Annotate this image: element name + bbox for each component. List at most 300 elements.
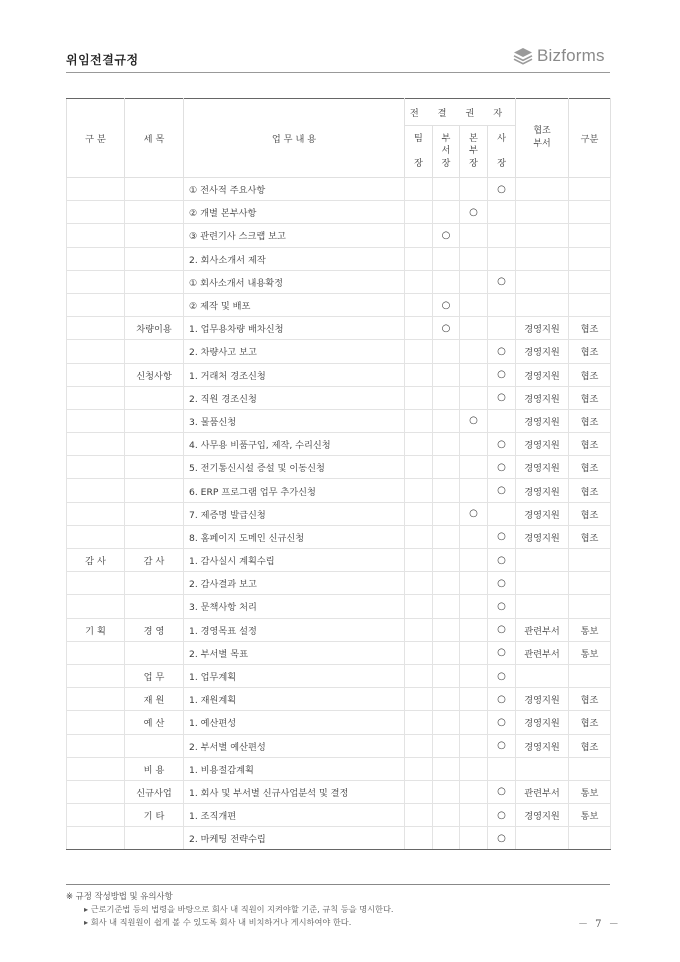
type-cell: 협조: [569, 688, 611, 711]
detail-cell: [125, 456, 184, 479]
detail-cell: 예 산: [125, 711, 184, 734]
cooperating-dept-cell: 경영지원: [516, 386, 569, 409]
approval-mark-cell: [460, 270, 488, 293]
type-cell: [569, 293, 611, 316]
task-description-cell: 2. 차량사고 보고: [184, 340, 405, 363]
approval-mark-cell: ○: [488, 595, 516, 618]
table-row: [67, 201, 611, 224]
category-cell: [67, 409, 125, 432]
approval-mark-cell: [460, 247, 488, 270]
category-cell: 기 획: [67, 618, 125, 641]
approval-mark-cell: [460, 688, 488, 711]
approval-mark-cell: [405, 247, 433, 270]
notes-title: ※ 규정 작성방법 및 유의사항: [66, 891, 173, 901]
type-cell: 통보: [569, 641, 611, 664]
approval-mark-cell: ○: [488, 340, 516, 363]
table-row: [67, 340, 611, 363]
detail-cell: 신규사업: [125, 780, 184, 803]
detail-cell: [125, 641, 184, 664]
approval-mark-cell: [433, 456, 460, 479]
cooperating-dept-cell: 경영지원: [516, 804, 569, 827]
detail-cell: [125, 734, 184, 757]
approval-mark-cell: ○: [488, 525, 516, 548]
task-description-cell: 1. 예산편성: [184, 711, 405, 734]
cooperating-dept-cell: [516, 572, 569, 595]
approval-mark-cell: [405, 317, 433, 340]
approval-mark-cell: [460, 456, 488, 479]
approval-mark-cell: [460, 757, 488, 780]
type-cell: 협조: [569, 734, 611, 757]
detail-cell: [125, 479, 184, 502]
approval-mark-cell: [405, 688, 433, 711]
table-row: [67, 479, 611, 502]
task-description-cell: ② 개별 본부사항: [184, 201, 405, 224]
type-cell: 협조: [569, 340, 611, 363]
type-cell: 협조: [569, 525, 611, 548]
table-row: [67, 734, 611, 757]
approval-mark-cell: ○: [488, 572, 516, 595]
approval-mark-cell: [460, 178, 488, 201]
approval-mark-cell: [460, 433, 488, 456]
approval-mark-cell: [488, 224, 516, 247]
approval-mark-cell: ○: [488, 178, 516, 201]
cooperating-dept-cell: [516, 293, 569, 316]
detail-cell: [125, 502, 184, 525]
header-approver-division-head: 본 부 장: [460, 126, 488, 178]
category-cell: [67, 804, 125, 827]
approval-mark-cell: ○: [488, 456, 516, 479]
approval-mark-cell: [405, 618, 433, 641]
approval-mark-cell: [405, 433, 433, 456]
table-row: [67, 363, 611, 386]
task-description-cell: ② 제작 및 배포: [184, 293, 405, 316]
cooperating-dept-cell: 경영지원: [516, 711, 569, 734]
approval-mark-cell: [433, 618, 460, 641]
approval-mark-cell: [405, 664, 433, 687]
approval-mark-cell: [433, 201, 460, 224]
approval-mark-cell: [405, 293, 433, 316]
task-description-cell: 1. 업무계획: [184, 664, 405, 687]
category-cell: [67, 270, 125, 293]
approval-mark-cell: [460, 641, 488, 664]
table-row: [67, 525, 611, 548]
approval-mark-cell: [405, 757, 433, 780]
category-cell: [67, 757, 125, 780]
approval-mark-cell: [460, 618, 488, 641]
approval-mark-cell: [460, 224, 488, 247]
table-row: [67, 433, 611, 456]
approval-mark-cell: [405, 827, 433, 850]
cooperating-dept-cell: [516, 595, 569, 618]
category-cell: [67, 456, 125, 479]
type-cell: 협조: [569, 363, 611, 386]
task-description-cell: 1. 비용절감계획: [184, 757, 405, 780]
detail-cell: [125, 525, 184, 548]
detail-cell: 차량이용: [125, 317, 184, 340]
approval-mark-cell: [460, 386, 488, 409]
approval-mark-cell: [488, 409, 516, 432]
table-row: [67, 386, 611, 409]
logo-text: Bizforms: [537, 46, 605, 65]
approval-mark-cell: [405, 409, 433, 432]
brand-logo: [513, 46, 605, 66]
detail-cell: [125, 270, 184, 293]
approval-mark-cell: [460, 780, 488, 803]
approval-mark-cell: ○: [488, 479, 516, 502]
detail-cell: [125, 433, 184, 456]
approval-mark-cell: [460, 572, 488, 595]
approval-mark-cell: ○: [460, 409, 488, 432]
table-row: [67, 247, 611, 270]
approval-mark-cell: [460, 340, 488, 363]
approval-mark-cell: ○: [460, 201, 488, 224]
detail-cell: [125, 572, 184, 595]
table-row: [67, 270, 611, 293]
category-cell: [67, 479, 125, 502]
approval-mark-cell: ○: [488, 433, 516, 456]
approval-mark-cell: ○: [433, 224, 460, 247]
approval-mark-cell: [433, 664, 460, 687]
header-approval-group: 전 결 권 자: [405, 99, 516, 126]
category-cell: [67, 711, 125, 734]
category-cell: [67, 340, 125, 363]
approval-mark-cell: ○: [488, 363, 516, 386]
approval-mark-cell: [460, 595, 488, 618]
type-cell: 협조: [569, 479, 611, 502]
category-cell: [67, 688, 125, 711]
detail-cell: [125, 386, 184, 409]
approval-mark-cell: [460, 664, 488, 687]
approval-mark-cell: [460, 827, 488, 850]
header-content: 업 무 내 용: [184, 99, 405, 178]
type-cell: [569, 572, 611, 595]
approval-mark-cell: [460, 711, 488, 734]
category-cell: [67, 363, 125, 386]
cooperating-dept-cell: 경영지원: [516, 363, 569, 386]
task-description-cell: 2. 감사결과 보고: [184, 572, 405, 595]
approval-mark-cell: ○: [488, 270, 516, 293]
detail-cell: 비 용: [125, 757, 184, 780]
category-cell: [67, 201, 125, 224]
approval-mark-cell: [405, 641, 433, 664]
category-cell: [67, 433, 125, 456]
header-approver-dept-head: 부 서 장: [433, 126, 460, 178]
approval-mark-cell: [433, 780, 460, 803]
category-cell: [67, 293, 125, 316]
approval-mark-cell: [488, 317, 516, 340]
detail-cell: 업 무: [125, 664, 184, 687]
header-type: 구분: [569, 99, 611, 178]
table-row: [67, 572, 611, 595]
title-divider: [66, 72, 610, 73]
cooperating-dept-cell: 경영지원: [516, 340, 569, 363]
detail-cell: 신청사항: [125, 363, 184, 386]
approval-mark-cell: ○: [488, 641, 516, 664]
detail-cell: 경 영: [125, 618, 184, 641]
approval-mark-cell: [433, 433, 460, 456]
cooperating-dept-cell: 경영지원: [516, 525, 569, 548]
cooperating-dept-cell: 경영지원: [516, 409, 569, 432]
type-cell: [569, 247, 611, 270]
detail-cell: [125, 224, 184, 247]
approval-mark-cell: [433, 247, 460, 270]
cooperating-dept-cell: 경영지원: [516, 433, 569, 456]
note-line: ▸ 회사 내 직원원이 쉽게 볼 수 있도록 회사 내 비치하거나 게시하여야 한다.: [84, 917, 352, 927]
cooperating-dept-cell: [516, 247, 569, 270]
detail-cell: [125, 293, 184, 316]
cooperating-dept-cell: 경영지원: [516, 502, 569, 525]
approval-mark-cell: [433, 827, 460, 850]
cooperating-dept-cell: [516, 664, 569, 687]
cooperating-dept-cell: 관련부서: [516, 641, 569, 664]
task-description-cell: 3. 물품신청: [184, 409, 405, 432]
approval-mark-cell: [433, 804, 460, 827]
detail-cell: [125, 201, 184, 224]
approval-mark-cell: [488, 293, 516, 316]
type-cell: 통보: [569, 618, 611, 641]
approval-mark-cell: [405, 595, 433, 618]
task-description-cell: 2. 회사소개서 제작: [184, 247, 405, 270]
approval-mark-cell: [405, 270, 433, 293]
detail-cell: [125, 178, 184, 201]
table-row: [67, 502, 611, 525]
cooperating-dept-cell: [516, 757, 569, 780]
task-description-cell: 2. 마케팅 전략수립: [184, 827, 405, 850]
approval-mark-cell: [433, 641, 460, 664]
table-row: [67, 618, 611, 641]
approval-mark-cell: [433, 688, 460, 711]
task-description-cell: 1. 조직개편: [184, 804, 405, 827]
approval-mark-cell: ○: [488, 688, 516, 711]
approval-mark-cell: [405, 549, 433, 572]
type-cell: 협조: [569, 386, 611, 409]
category-cell: 감 사: [67, 549, 125, 572]
document-title: 위임전결규정: [66, 53, 139, 67]
approval-mark-cell: [460, 549, 488, 572]
task-description-cell: 5. 전기통신시설 증설 및 이동신청: [184, 456, 405, 479]
table-row: [67, 178, 611, 201]
table-row: [67, 664, 611, 687]
approval-mark-cell: [405, 804, 433, 827]
task-description-cell: 1. 재원계획: [184, 688, 405, 711]
category-cell: [67, 827, 125, 850]
cooperating-dept-cell: 경영지원: [516, 317, 569, 340]
page-number: － 7 －: [578, 919, 621, 930]
approval-mark-cell: ○: [488, 386, 516, 409]
type-cell: 협조: [569, 502, 611, 525]
approval-mark-cell: [460, 525, 488, 548]
approval-mark-cell: [460, 734, 488, 757]
stacked-layers-icon: [513, 47, 533, 65]
cooperating-dept-cell: 관련부서: [516, 780, 569, 803]
approval-mark-cell: [433, 502, 460, 525]
approval-mark-cell: [433, 363, 460, 386]
type-cell: 협조: [569, 317, 611, 340]
category-cell: [67, 572, 125, 595]
detail-cell: [125, 827, 184, 850]
detail-cell: 감 사: [125, 549, 184, 572]
task-description-cell: ③ 관련기사 스크랩 보고: [184, 224, 405, 247]
type-cell: 협조: [569, 433, 611, 456]
approval-mark-cell: ○: [488, 734, 516, 757]
approval-mark-cell: [405, 734, 433, 757]
approval-mark-cell: [433, 409, 460, 432]
type-cell: [569, 224, 611, 247]
cooperating-dept-cell: [516, 549, 569, 572]
approval-mark-cell: [460, 804, 488, 827]
header-category: 구 분: [67, 99, 125, 178]
type-cell: [569, 201, 611, 224]
approval-mark-cell: [433, 386, 460, 409]
approval-mark-cell: ○: [433, 293, 460, 316]
approval-mark-cell: [405, 502, 433, 525]
type-cell: [569, 178, 611, 201]
category-cell: [67, 317, 125, 340]
type-cell: 협조: [569, 409, 611, 432]
type-cell: [569, 827, 611, 850]
category-cell: [67, 386, 125, 409]
task-description-cell: ① 전사적 주요사항: [184, 178, 405, 201]
table-row: [67, 317, 611, 340]
approval-mark-cell: [433, 757, 460, 780]
table-row: [67, 688, 611, 711]
cooperating-dept-cell: 경영지원: [516, 456, 569, 479]
approval-mark-cell: [460, 317, 488, 340]
category-cell: [67, 247, 125, 270]
table-row: [67, 711, 611, 734]
approval-mark-cell: [460, 479, 488, 502]
type-cell: [569, 757, 611, 780]
approval-mark-cell: [460, 363, 488, 386]
approval-mark-cell: [433, 595, 460, 618]
type-cell: [569, 549, 611, 572]
approval-mark-cell: [433, 525, 460, 548]
cooperating-dept-cell: [516, 201, 569, 224]
table-row: [67, 224, 611, 247]
table-row: [67, 827, 611, 850]
task-description-cell: ① 회사소개서 내용확정: [184, 270, 405, 293]
category-cell: [67, 664, 125, 687]
type-cell: 협조: [569, 711, 611, 734]
approval-mark-cell: ○: [488, 780, 516, 803]
approval-mark-cell: [433, 549, 460, 572]
approval-mark-cell: [405, 340, 433, 363]
task-description-cell: 1. 업무용차량 배차신청: [184, 317, 405, 340]
task-description-cell: 8. 홈페이지 도메인 신규신청: [184, 525, 405, 548]
approval-mark-cell: [405, 224, 433, 247]
approval-mark-cell: [405, 386, 433, 409]
approval-mark-cell: ○: [488, 804, 516, 827]
approval-mark-cell: [405, 572, 433, 595]
approval-mark-cell: [433, 572, 460, 595]
category-cell: [67, 595, 125, 618]
approval-mark-cell: ○: [488, 618, 516, 641]
table-row: [67, 641, 611, 664]
table-row: [67, 595, 611, 618]
task-description-cell: 2. 부서별 예산편성: [184, 734, 405, 757]
task-description-cell: 3. 문책사항 처리: [184, 595, 405, 618]
detail-cell: 기 타: [125, 804, 184, 827]
task-description-cell: 1. 회사 및 부서별 신규사업분석 및 결정: [184, 780, 405, 803]
approval-mark-cell: [405, 525, 433, 548]
header-cooperating-dept: 협조 부서: [516, 99, 569, 178]
approval-mark-cell: ○: [433, 317, 460, 340]
type-cell: [569, 270, 611, 293]
approval-mark-cell: [405, 456, 433, 479]
type-cell: [569, 595, 611, 618]
type-cell: 통보: [569, 804, 611, 827]
cooperating-dept-cell: [516, 224, 569, 247]
footer-divider: [66, 884, 610, 885]
approval-mark-cell: ○: [488, 827, 516, 850]
approval-mark-cell: [433, 734, 460, 757]
table-row: [67, 456, 611, 479]
detail-cell: 재 원: [125, 688, 184, 711]
approval-mark-cell: [433, 178, 460, 201]
task-description-cell: 2. 직원 경조신청: [184, 386, 405, 409]
category-cell: [67, 502, 125, 525]
cooperating-dept-cell: [516, 178, 569, 201]
detail-cell: [125, 340, 184, 363]
approval-mark-cell: ○: [488, 549, 516, 572]
cooperating-dept-cell: [516, 270, 569, 293]
table-row: [67, 409, 611, 432]
approval-mark-cell: [460, 293, 488, 316]
approval-mark-cell: [433, 479, 460, 502]
type-cell: [569, 664, 611, 687]
approval-mark-cell: [405, 711, 433, 734]
category-cell: [67, 224, 125, 247]
approval-mark-cell: [405, 780, 433, 803]
cooperating-dept-cell: 경영지원: [516, 734, 569, 757]
detail-cell: [125, 595, 184, 618]
approval-mark-cell: ○: [488, 664, 516, 687]
category-cell: [67, 780, 125, 803]
approval-mark-cell: ○: [460, 502, 488, 525]
cooperating-dept-cell: 경영지원: [516, 479, 569, 502]
note-line: ▸ 근로기준법 등의 법령을 바탕으로 회사 내 직원이 지켜야할 기준, 규칙 등을 명시한다.: [84, 904, 394, 914]
table-row: [67, 757, 611, 780]
approval-mark-cell: [488, 502, 516, 525]
task-description-cell: 6. ERP 프로그램 업무 추가신청: [184, 479, 405, 502]
detail-cell: [125, 409, 184, 432]
approval-mark-cell: [405, 178, 433, 201]
delegation-table: [66, 98, 611, 850]
cooperating-dept-cell: 경영지원: [516, 688, 569, 711]
approval-mark-cell: [405, 479, 433, 502]
approval-mark-cell: [488, 757, 516, 780]
task-description-cell: 1. 거래처 경조신청: [184, 363, 405, 386]
approval-mark-cell: [433, 711, 460, 734]
table-row: [67, 293, 611, 316]
task-description-cell: 1. 감사실시 계획수립: [184, 549, 405, 572]
approval-mark-cell: [433, 270, 460, 293]
approval-mark-cell: [488, 247, 516, 270]
type-cell: 협조: [569, 456, 611, 479]
table-row: [67, 549, 611, 572]
category-cell: [67, 734, 125, 757]
category-cell: [67, 641, 125, 664]
table-row: [67, 780, 611, 803]
category-cell: [67, 525, 125, 548]
approval-mark-cell: [488, 201, 516, 224]
approval-mark-cell: [405, 363, 433, 386]
header-detail: 세 목: [125, 99, 184, 178]
header-approver-team-leader: 팀 장: [405, 126, 433, 178]
approval-mark-cell: [405, 201, 433, 224]
task-description-cell: 7. 제증명 발급신청: [184, 502, 405, 525]
detail-cell: [125, 247, 184, 270]
